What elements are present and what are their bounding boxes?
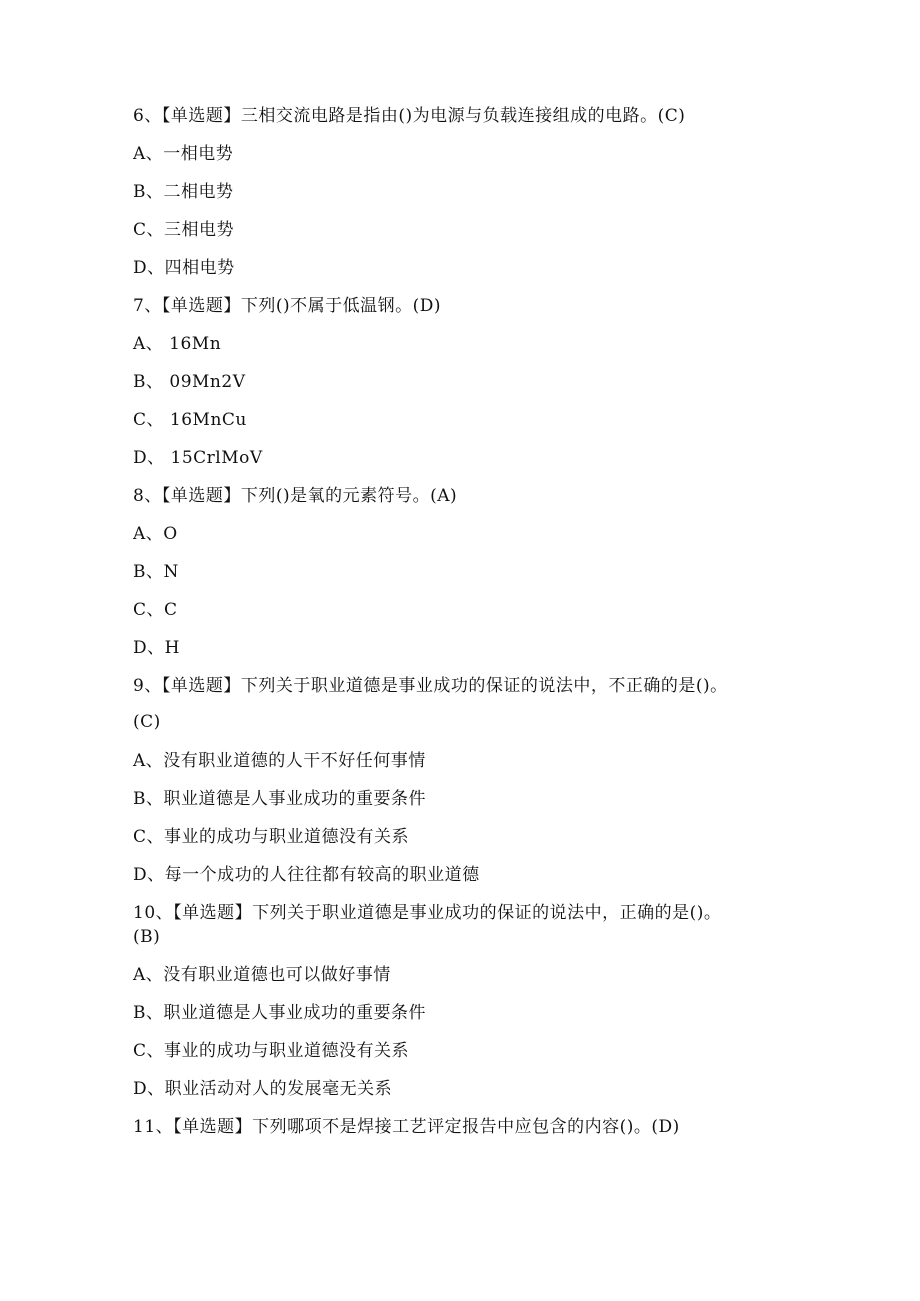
question-9-answer: (C) — [133, 712, 161, 732]
question-9-option-c: C、事业的成功与职业道德没有关系 — [133, 827, 410, 847]
question-9-option-a: A、没有职业道德的人干不好任何事情 — [133, 751, 426, 771]
question-8-option-a: A、O — [133, 524, 178, 544]
question-8-option-c: C、C — [133, 600, 178, 620]
question-6-option-a: A、一相电势 — [133, 144, 234, 164]
question-8-option-b: B、N — [133, 562, 179, 582]
question-10-stem: 10、【单选题】下列关于职业道德是事业成功的保证的说法中，正确的是()。 — [133, 903, 722, 923]
question-9-option-d: D、每一个成功的人往往都有较高的职业道德 — [133, 865, 480, 885]
question-10-option-d: D、职业活动对人的发展毫无关系 — [133, 1079, 393, 1099]
question-7-option-c: C、 16MnCu — [133, 410, 247, 430]
question-6-stem: 6、【单选题】三相交流电路是指由()为电源与负载连接组成的电路。(C) — [133, 106, 686, 126]
question-10-option-c: C、事业的成功与职业道德没有关系 — [133, 1041, 410, 1061]
question-10-option-b: B、职业道德是人事业成功的重要条件 — [133, 1003, 426, 1023]
question-9-stem: 9、【单选题】下列关于职业道德是事业成功的保证的说法中，不正确的是()。 — [133, 676, 728, 696]
question-10-option-a: A、没有职业道德也可以做好事情 — [133, 965, 391, 985]
question-7-option-b: B、 09Mn2V — [133, 372, 246, 392]
question-7-stem: 7、【单选题】下列()不属于低温钢。(D) — [133, 296, 441, 316]
question-6-option-d: D、四相电势 — [133, 258, 235, 278]
question-6-option-b: B、二相电势 — [133, 182, 234, 202]
question-10-answer: (B) — [133, 927, 161, 947]
question-8-stem: 8、【单选题】下列()是氧的元素符号。(A) — [133, 486, 458, 506]
question-7-option-a: A、 16Mn — [133, 334, 222, 354]
question-9-option-b: B、职业道德是人事业成功的重要条件 — [133, 789, 426, 809]
question-8-option-d: D、H — [133, 638, 180, 658]
question-6-option-c: C、三相电势 — [133, 220, 235, 240]
question-11-stem: 11、【单选题】下列哪项不是焊接工艺评定报告中应包含的内容()。(D) — [133, 1117, 680, 1137]
question-7-option-d: D、 15CrlMoV — [133, 448, 263, 468]
